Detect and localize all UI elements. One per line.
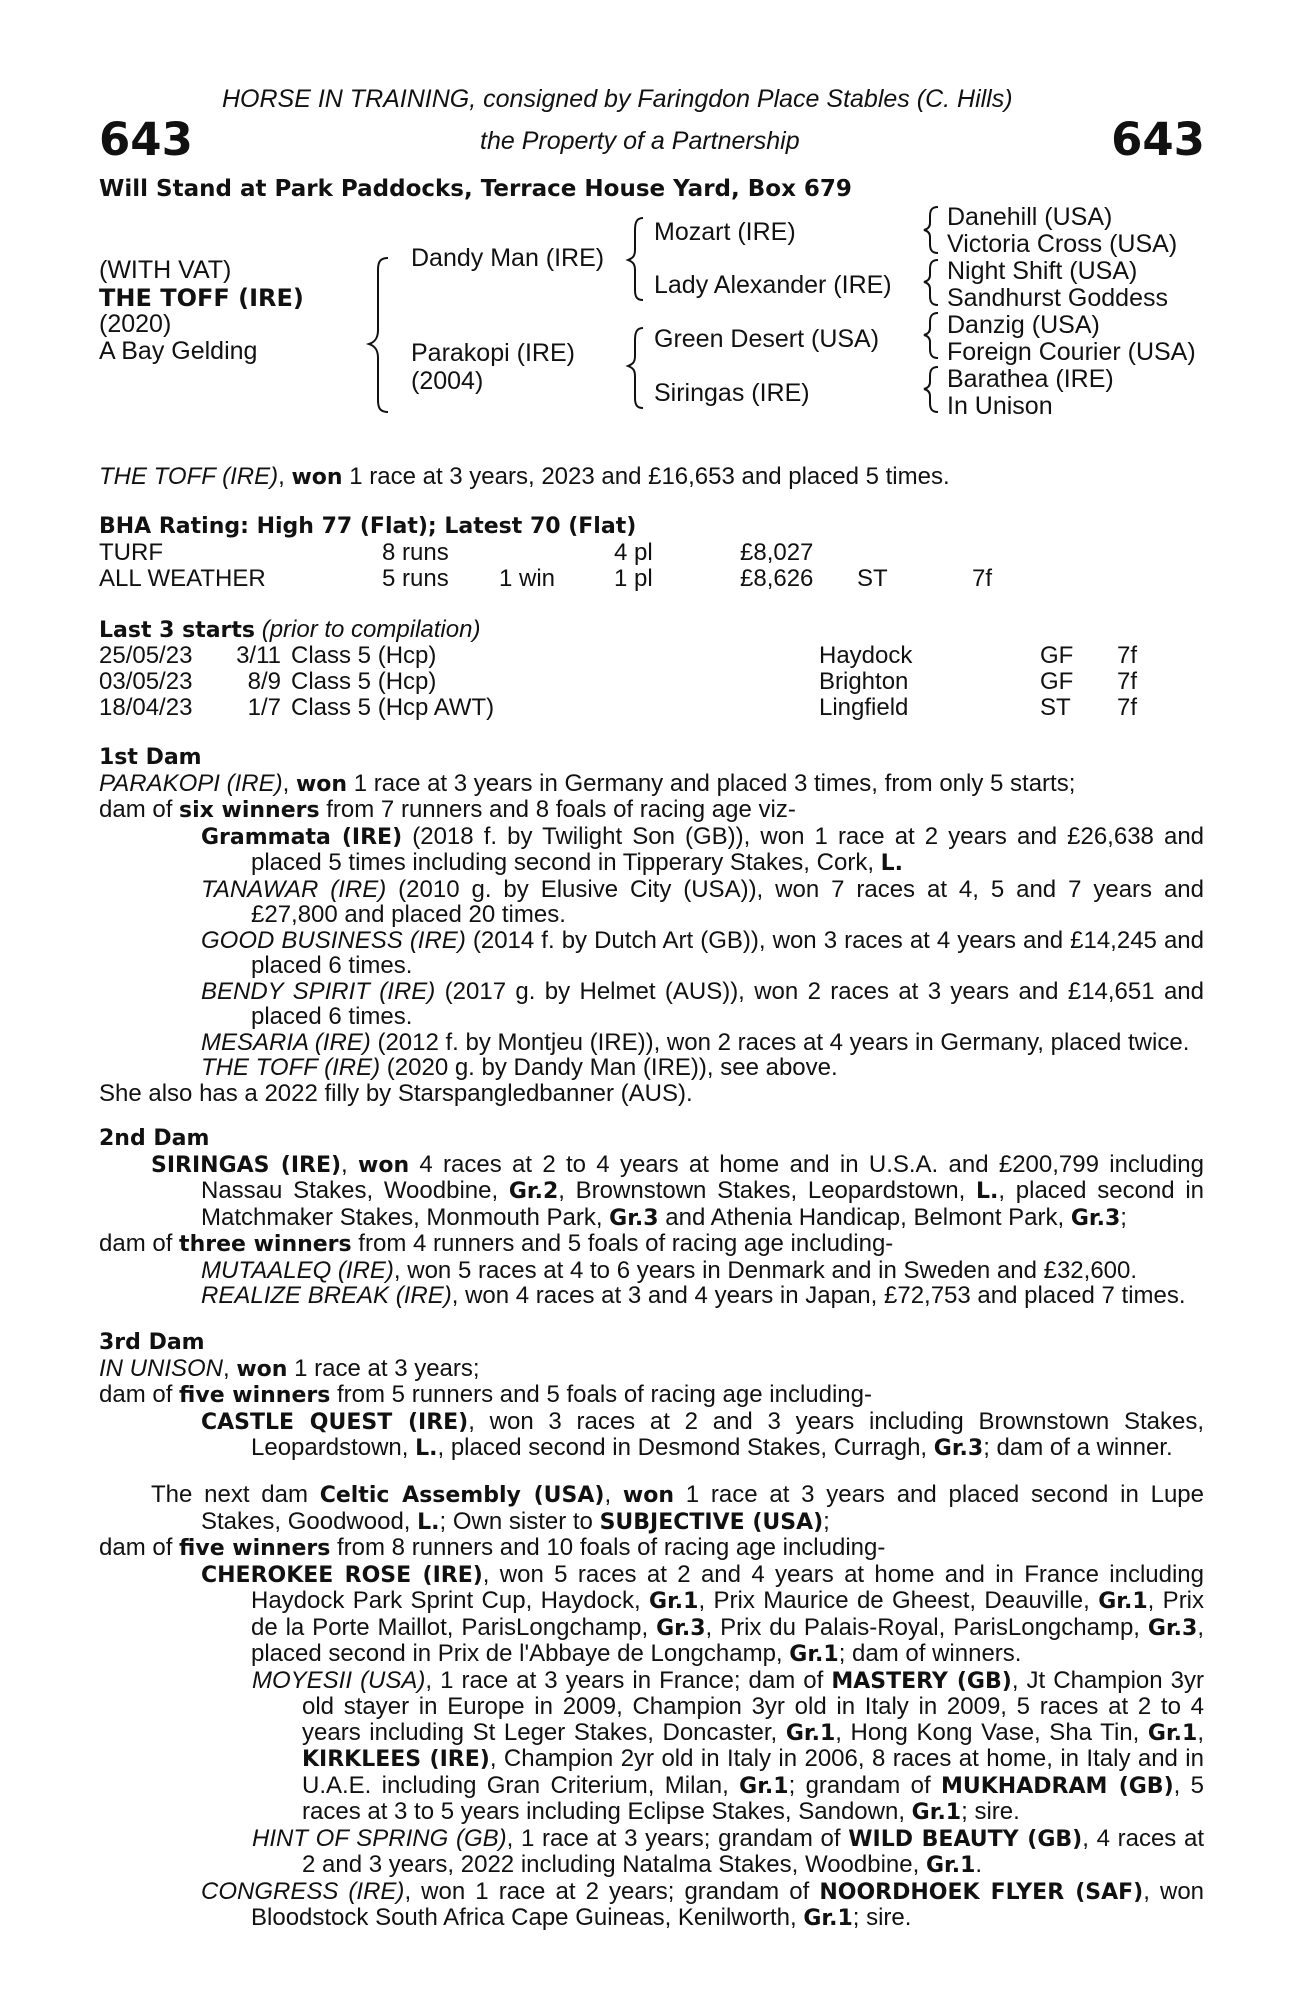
highlight-name: WILD BEAUTY (GB)	[848, 1826, 1083, 1852]
produce-text: , 5 races at 3 to 5 years including Eclipse Stakes, Sandown,	[302, 1771, 1204, 1825]
produce-text: , won 5 races at 4 to 6 years in Denmark and in Sweden and £32,600.	[393, 1256, 1138, 1284]
produce-text: (2017 g. by Helmet (AUS)), won 2 races at 3 years and £14,651 and placed 6 times.	[251, 977, 1204, 1030]
start-distance: 7f	[1117, 694, 1138, 721]
first-dam-record: 1 race at 3 years in Germany and placed 3 times, from only 5 starts;	[347, 769, 1076, 797]
record-text: , Brownstown Stakes, Leopardstown,	[558, 1177, 977, 1204]
produce-text: , Prix de la Porte Maillot, ParisLongchamp,	[251, 1587, 1205, 1641]
start-race: Class 5 (Hcp)	[291, 642, 437, 669]
grade-label: Gr.2	[508, 1179, 559, 1204]
produce-text: , won 5 races at 2 and 4 years at home and in France including Haydock Park Sprint Cup, Haydock,	[251, 1560, 1204, 1614]
produce-text: ; grandam of	[788, 1771, 941, 1799]
produce-text: (2020 g. by Dandy Man (IRE)), see above.	[380, 1054, 838, 1081]
sister-name: SUBJECTIVE (USA)	[599, 1509, 824, 1535]
rating-placed: 1 pl	[614, 565, 653, 592]
third-dam-heading: 3rd Dam	[99, 1330, 205, 1355]
produce-name: Grammata (IRE)	[201, 824, 403, 850]
produce-entry	[99, 1879, 1204, 1932]
start-distance: 7f	[1117, 668, 1138, 695]
grade-label: L.	[417, 1509, 440, 1535]
rating-runs: 5 runs	[382, 565, 449, 592]
last-starts-heading	[99, 617, 480, 644]
grade-label: Gr.1	[649, 1589, 699, 1614]
produce-name: CONGRESS (IRE)	[201, 1877, 405, 1905]
produce-text: , Hong Kong Vase, Sha Tin,	[835, 1718, 1148, 1746]
highlight-name: NOORDHOEK FLYER (SAF)	[819, 1879, 1144, 1905]
third-dam-record: 1 race at 3 years;	[287, 1354, 480, 1382]
produce-text: , won 4 races at 3 and 4 years in Japan, £72,753 and placed 7 times.	[451, 1282, 1186, 1309]
produce-text: (2014 f. by Dutch Art (GB)), won 3 races at 4 years and £14,245 and placed 6 times.	[251, 926, 1204, 979]
start-race: Class 5 (Hcp)	[291, 668, 437, 695]
dam-of-label: dam of	[99, 1381, 180, 1408]
dam-sire: Green Desert (USA)	[654, 325, 880, 353]
produce-entry	[99, 824, 1204, 877]
start-course: Brighton	[819, 668, 909, 695]
great-grandparent-5: Danzig (USA)	[947, 311, 1100, 339]
produce-text: , Jt Champion 3yr old stayer in Europe in 2009, Champion 3yr old in Italy in 2009, 5 races at 2 to 4 years including St Leger Stakes, Doncaster,	[302, 1666, 1205, 1746]
produce-name: CHEROKEE ROSE (IRE)	[201, 1562, 483, 1588]
next-dam-record: The next dam Celtic Assembly (USA), won 1 race at 3 years and placed second in Lupe Stakes, Goodwood, L.; Own sister to SUBJECTIVE (USA);	[151, 1481, 1204, 1535]
produce-entry	[99, 1826, 1204, 1879]
horse-description: A Bay Gelding	[99, 337, 258, 365]
produce-entry	[99, 1283, 1204, 1309]
grade-label: Gr.1	[803, 1906, 853, 1931]
grade-label: Gr.1	[911, 1800, 962, 1825]
start-date: 25/05/23	[99, 642, 193, 669]
rating-surface: TURF	[99, 539, 163, 566]
produce-entry	[99, 877, 1204, 928]
produce-text: (2010 g. by Elusive City (USA)), won 7 races at 4, 5 and 7 years and £27,800 and placed 20 times.	[251, 875, 1204, 928]
rating-money: £8,027	[740, 539, 814, 566]
grade-label: Gr.3	[1147, 1615, 1198, 1641]
start-date: 18/04/23	[99, 694, 193, 721]
produce-text: , 1 race at 3 years; grandam of	[506, 1824, 849, 1852]
produce-text: , Prix Maurice de Gheest, Deauville,	[698, 1587, 1099, 1614]
race-summary: THE TOFF (IRE), won 1 race at 3 years, 2023 and £16,653 and placed 5 times.	[99, 463, 950, 490]
sire: Dandy Man (IRE)	[411, 244, 605, 272]
grade-label: L.	[415, 1436, 438, 1461]
produce-entry	[99, 1668, 1204, 1826]
rating-distance: 7f	[972, 565, 993, 592]
stand-line: Will Stand at Park Paddocks, Terrace House Yard, Box 679	[99, 176, 852, 202]
grade-label: Gr.1	[789, 1642, 839, 1667]
produce-entry	[99, 928, 1204, 979]
grade-label: Gr.3	[933, 1436, 984, 1461]
great-grandparent-4: Sandhurst Goddess	[947, 284, 1168, 312]
next-dam-section	[99, 1482, 1204, 1932]
dam-of-label: dam of	[99, 1534, 180, 1561]
start-position: 1/7	[247, 694, 281, 721]
second-dam-produce-summary: from 4 runners and 5 foals of racing age including-	[351, 1230, 894, 1257]
produce-text: , won 3 races at 2 and 3 years including Brownstown Stakes, Leopardstown,	[251, 1407, 1204, 1461]
grade-label: Gr.3	[1070, 1205, 1121, 1231]
great-grandparent-8: In Unison	[947, 392, 1053, 420]
start-position: 3/11	[236, 642, 281, 669]
record-text: and Athenia Handicap, Belmont Park,	[658, 1203, 1071, 1231]
lot-number-right: 643	[1111, 113, 1205, 166]
won-label: won	[236, 1356, 288, 1382]
summary-horse-name: THE TOFF (IRE)	[99, 463, 279, 490]
produce-name: CASTLE QUEST (IRE)	[201, 1409, 469, 1435]
produce-text: .	[975, 1851, 983, 1878]
start-going: GF	[1040, 642, 1074, 669]
winners-count: six winners	[179, 798, 320, 823]
won-label: won	[358, 1152, 410, 1178]
consignor-line: HORSE IN TRAINING, consigned by Faringdon Place Stables (C. Hills)	[222, 85, 1013, 113]
winners-count: five winners	[179, 1536, 331, 1561]
record-text: , placed second in Matchmaker Stakes, Monmouth Park,	[201, 1177, 1204, 1231]
produce-text: ; sire.	[852, 1904, 912, 1931]
produce-entry	[99, 1562, 1204, 1668]
start-race: Class 5 (Hcp AWT)	[291, 694, 495, 721]
rating-wins: 1 win	[499, 565, 556, 592]
lot-number-left: 643	[99, 113, 193, 166]
produce-text: , 1 race at 3 years in France; dam of	[425, 1666, 832, 1694]
property-line: the Property of a Partnership	[480, 127, 800, 155]
grade-label: L.	[976, 1179, 999, 1204]
produce-text: , placed second in Desmond Stakes, Curragh,	[437, 1434, 934, 1461]
won-label: won	[622, 1483, 675, 1508]
winners-count: five winners	[179, 1383, 331, 1408]
summary-won: won	[291, 465, 343, 490]
produce-name: GOOD BUSINESS (IRE)	[201, 926, 466, 954]
rating-money: £8,626	[740, 565, 814, 592]
next-dam-produce-summary: from 8 runners and 10 foals of racing age including-	[330, 1534, 886, 1561]
highlight-name: MASTERY (GB)	[831, 1668, 1012, 1694]
first-dam-name: PARAKOPI (IRE)	[99, 769, 283, 797]
produce-entry	[99, 979, 1204, 1030]
grade-label: Gr.1	[1147, 1720, 1198, 1746]
highlight-name: MUKHADRAM (GB)	[941, 1773, 1174, 1799]
produce-text: , won Bloodstock South Africa Cape Guineas, Kenilworth,	[251, 1877, 1205, 1931]
rating-going: ST	[857, 565, 888, 592]
dam-of-label: dam of	[99, 796, 180, 823]
grade-label: Gr.3	[656, 1615, 706, 1641]
highlight-name: KIRKLEES (IRE)	[302, 1747, 490, 1772]
sire-sire: Mozart (IRE)	[654, 218, 796, 246]
produce-name: MOYESII (USA)	[252, 1666, 426, 1694]
second-dam-record: SIRINGAS (IRE), won 4 races at 2 to 4 years at home and in U.S.A. and £200,799 including Nassau Stakes, Woodbine, Gr.2, Brownstown Stakes, Leopardstown, L., placed second in Matchmaker Stakes, Monmouth Park, Gr.3 and Athenia Handicap, Belmont Park, Gr.3;	[151, 1150, 1204, 1231]
produce-entry	[99, 1409, 1204, 1462]
great-grandparent-6: Foreign Courier (USA)	[947, 338, 1196, 366]
produce-text: ,	[1197, 1718, 1204, 1746]
third-dam-produce-summary: from 5 runners and 5 foals of racing age including-	[330, 1381, 872, 1408]
horse-year: (2020)	[99, 310, 172, 338]
produce-name: BENDY SPIRIT (IRE)	[201, 977, 436, 1005]
produce-entry	[99, 1030, 1204, 1056]
dam: Parakopi (IRE)	[411, 339, 575, 367]
next-dam-name: Celtic Assembly (USA)	[319, 1483, 605, 1508]
first-dam-produce-summary: from 7 runners and 8 foals of racing age viz-	[319, 796, 796, 823]
next-dam-intro: The next dam	[151, 1481, 320, 1508]
third-dam-name: IN UNISON	[99, 1354, 224, 1382]
great-grandparent-2: Victoria Cross (USA)	[947, 230, 1178, 258]
rating-placed: 4 pl	[614, 539, 653, 566]
grade-label: Gr.1	[1098, 1589, 1148, 1614]
start-date: 03/05/23	[99, 668, 193, 695]
produce-name: REALIZE BREAK (IRE)	[201, 1282, 452, 1309]
last-starts-note: (prior to compilation)	[261, 616, 481, 643]
winners-count: three winners	[179, 1232, 352, 1257]
produce-text: , won 1 race at 2 years; grandam of	[404, 1877, 820, 1905]
produce-text: , 4 races at 2 and 3 years, 2022 including Natalma Stakes, Woodbine,	[302, 1824, 1204, 1878]
dam-year: (2004)	[411, 367, 484, 395]
produce-name: MESARIA (IRE)	[201, 1028, 371, 1056]
produce-text: ; dam of a winner.	[983, 1434, 1173, 1461]
rating-heading: BHA Rating: High 77 (Flat); Latest 70 (Flat)	[99, 514, 637, 539]
produce-name: HINT OF SPRING (GB)	[252, 1824, 507, 1852]
record-text: 1 race at 3 years and placed second in Lupe Stakes, Goodwood,	[201, 1481, 1204, 1535]
dam-of-label: dam of	[99, 1230, 180, 1257]
record-text: ; Own sister to	[439, 1507, 600, 1535]
start-course: Lingfield	[819, 694, 909, 721]
produce-text: (2018 f. by Twilight Son (GB)), won 1 race at 2 years and £26,638 and placed 5 times including second in Tipperary Stakes, Cork,	[251, 822, 1205, 876]
won-label: won	[295, 771, 348, 797]
first-dam-section: 1st Dam PARAKOPI (IRE), won 1 race at 3 years in Germany and placed 3 times, from only 5 starts; dam of six winners from 7 runners and 8 foals of racing age viz- Grammata (IRE) (2018 f. by Twilight Son (GB)), won 1 race at 2 years and £26,638 and placed 5 times including second in Tipperary Stakes, Cork, L. TANAWAR (IRE) (2010 g. by Elusive City (USA)), won 7 races at 4, 5 and 7 years and £27,800 and placed 20 times. GOOD BUSINESS (IRE) (2014 f. by Dutch Art (GB)), won 3 races at 4 years and £14,245 and placed 6 times. BENDY SPIRIT (IRE) (2017 g. by Helmet (AUS)), won 2 races at 3 years and £14,651 and placed 6 times. MESARIA (IRE) (2012 f. by Montjeu (IRE)), won 2 races at 4 years in Germany, placed twice. THE TOFF (IRE) (2020 g. by Dandy Man (IRE)), see above. She also has a 2022 filly by Starspangledbanner (AUS).	[99, 745, 1205, 1107]
vat-label: (WITH VAT)	[99, 256, 232, 284]
second-dam-name: SIRINGAS (IRE)	[151, 1152, 342, 1178]
record-text: ;	[823, 1507, 830, 1535]
grade-label: Gr.1	[925, 1853, 976, 1878]
start-going: GF	[1040, 668, 1074, 695]
produce-entry	[99, 1055, 1204, 1081]
record-text: 4 races at 2 to 4 years at home and in U.S.A. and £200,799 including Nassau Stakes, Woodbine,	[201, 1150, 1204, 1204]
start-course: Haydock	[819, 642, 913, 669]
third-dam-section: 3rd Dam IN UNISON, won 1 race at 3 years; dam of five winners from 5 runners and 5 foals of racing age including- CASTLE QUEST (IRE), won 3 races at 2 and 3 years including Brownstown Stakes, Leopardstown, L., placed second in Desmond Stakes, Curragh, Gr.3; dam of a winner.	[99, 1330, 1204, 1461]
produce-text: , Champion 2yr old in Italy in 2006, 8 races at home, in Italy and in U.A.E. including Gran Criterium, Milan,	[302, 1745, 1204, 1799]
produce-name: MUTAALEQ (IRE)	[201, 1256, 394, 1284]
first-dam-heading: 1st Dam	[99, 745, 202, 770]
rating-surface: ALL WEATHER	[99, 565, 266, 592]
produce-name: TANAWAR (IRE)	[201, 875, 387, 903]
great-grandparent-7: Barathea (IRE)	[947, 365, 1114, 393]
grade-label: Gr.1	[785, 1720, 836, 1746]
great-grandparent-3: Night Shift (USA)	[947, 257, 1138, 285]
produce-entry	[99, 1258, 1204, 1284]
produce-text: , placed second in Prix de l'Abbaye de Longchamp,	[251, 1613, 1204, 1667]
sire-dam: Lady Alexander (IRE)	[654, 271, 892, 299]
start-position: 8/9	[247, 668, 281, 695]
second-dam-heading: 2nd Dam	[99, 1126, 210, 1151]
produce-name: THE TOFF (IRE)	[201, 1054, 381, 1081]
grade-label: Gr.1	[739, 1773, 789, 1799]
record-text: ;	[1120, 1203, 1127, 1231]
second-dam-section	[99, 1126, 1204, 1309]
grade-label: L.	[880, 851, 904, 876]
rating-runs: 8 runs	[382, 539, 449, 566]
grade-label: Gr.3	[609, 1205, 659, 1231]
produce-text: (2012 f. by Montjeu (IRE)), won 2 races at 4 years in Germany, placed twice.	[370, 1028, 1190, 1056]
start-distance: 7f	[1117, 642, 1138, 669]
produce-text: ; sire.	[961, 1798, 1020, 1825]
summary-text: 1 race at 3 years, 2023 and £16,653 and placed 5 times.	[342, 463, 950, 490]
great-grandparent-1: Danehill (USA)	[947, 203, 1113, 231]
horse-name: THE TOFF (IRE)	[99, 284, 304, 312]
start-going: ST	[1040, 694, 1071, 721]
last-starts-title: Last 3 starts	[99, 618, 256, 643]
first-dam-closing: She also has a 2022 filly by Starspangledbanner (AUS).	[99, 1079, 693, 1107]
produce-text: ; dam of winners.	[838, 1640, 1022, 1667]
dam-dam: Siringas (IRE)	[654, 379, 810, 407]
produce-text: , Prix du Palais-Royal, ParisLongchamp,	[705, 1613, 1148, 1641]
